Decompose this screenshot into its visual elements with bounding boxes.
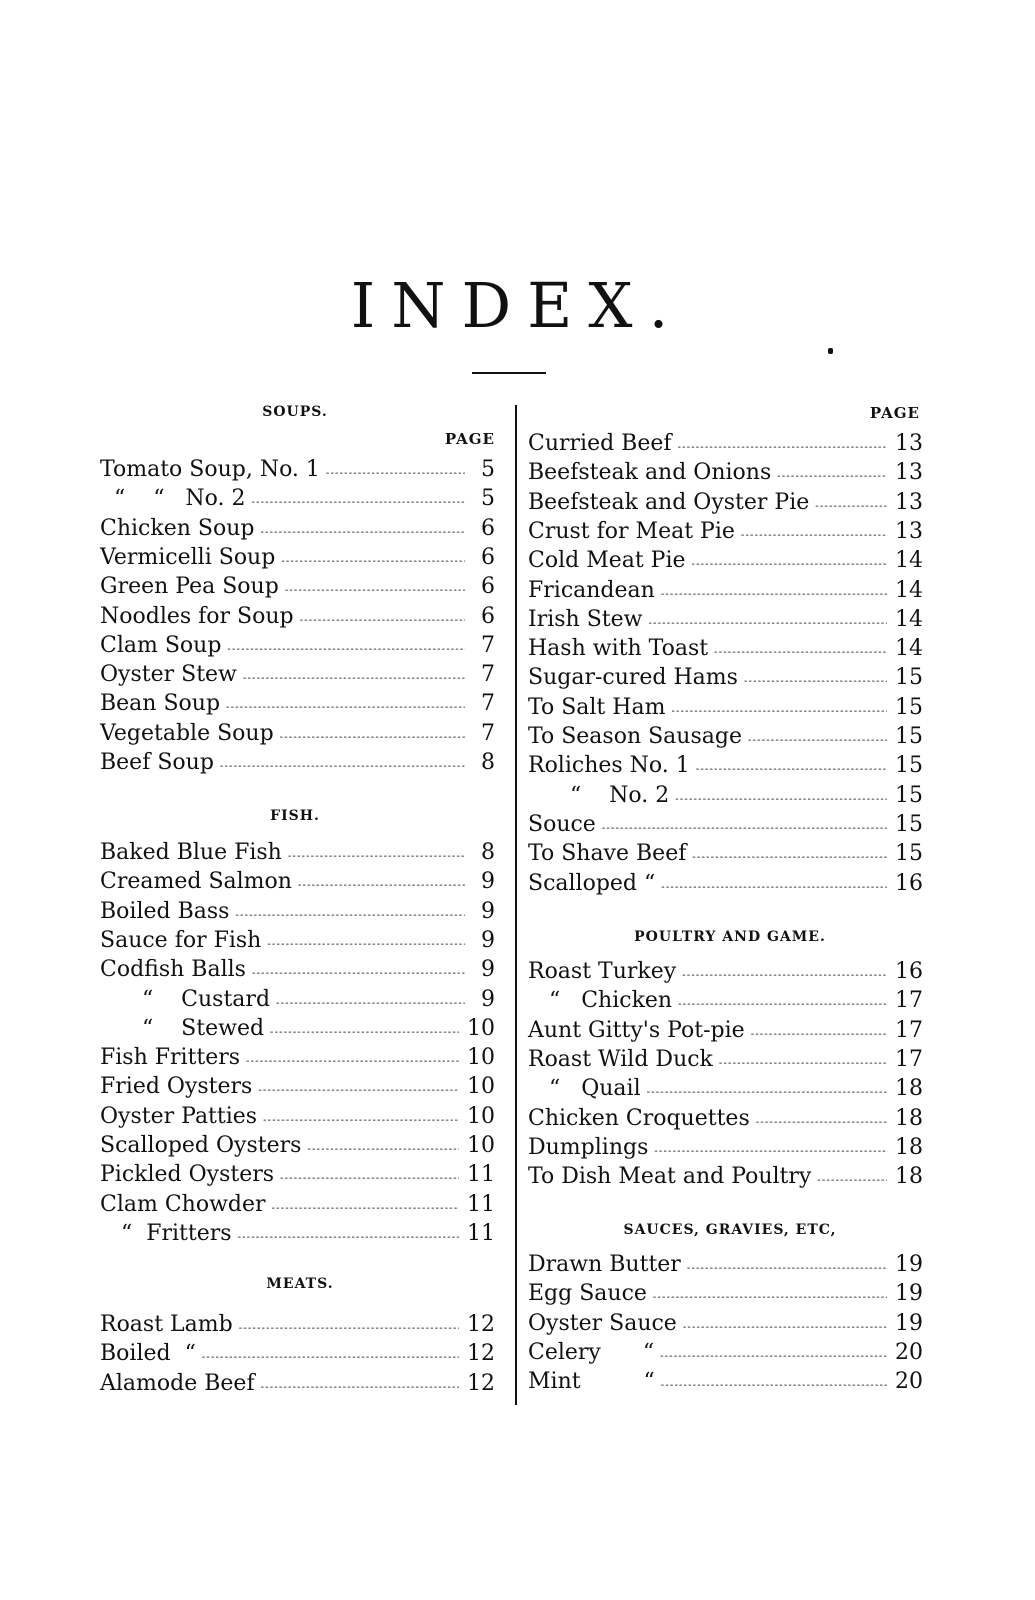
dot-leader — [276, 985, 465, 1014]
entry-page-number: 10 — [467, 1103, 495, 1129]
entry-label: “ Chicken — [528, 988, 673, 1014]
dot-leader — [692, 546, 887, 575]
entry-page-number: 12 — [467, 1370, 495, 1396]
page-title: INDEX. — [350, 269, 685, 342]
index-entry — [528, 1309, 923, 1338]
entry-label: Vermicelli Soup — [100, 544, 276, 570]
index-entry — [528, 722, 923, 751]
dot-leader — [719, 1045, 887, 1074]
title-rule — [472, 372, 546, 374]
dot-leader — [683, 1309, 887, 1338]
dot-leader — [238, 1219, 459, 1248]
entry-label: Pickled Oysters — [100, 1162, 275, 1188]
index-entry — [528, 693, 923, 722]
index-entry — [100, 572, 495, 601]
entry-label: “ Quail — [528, 1076, 641, 1102]
entry-page-number: 19 — [895, 1281, 923, 1307]
entry-page-number: 20 — [895, 1339, 923, 1365]
dot-leader — [220, 748, 465, 777]
dot-leader — [661, 1367, 887, 1396]
entry-page-number: 16 — [895, 959, 923, 984]
index-entry — [100, 985, 495, 1014]
entry-label: “ No. 2 — [528, 782, 670, 808]
dot-leader — [298, 867, 465, 896]
index-entry — [100, 1160, 495, 1189]
entry-page-number: 15 — [895, 841, 923, 867]
entry-label: Vegetable Soup — [100, 720, 274, 746]
section-heading: SOUPS. — [262, 404, 328, 420]
index-entry — [100, 748, 495, 777]
entry-label: Chicken Croquettes — [528, 1105, 750, 1131]
entry-label: To Shave Beef — [528, 841, 687, 867]
dot-leader — [227, 631, 465, 660]
dot-leader — [307, 1131, 459, 1160]
dot-leader — [661, 869, 887, 898]
index-entry — [100, 1072, 495, 1101]
index-entry — [100, 484, 495, 513]
entry-page-number: 7 — [481, 691, 495, 717]
entry-label: Egg Sauce — [528, 1281, 647, 1307]
entry-page-number: 18 — [895, 1076, 923, 1102]
entry-label: Drawn Butter — [528, 1252, 681, 1277]
index-entry — [528, 781, 923, 810]
entry-label: Oyster Sauce — [528, 1310, 677, 1336]
entry-page-number: 15 — [895, 782, 923, 808]
entry-label: “ Stewed — [100, 1015, 265, 1041]
entry-page-number: 17 — [895, 1046, 923, 1072]
dot-leader — [692, 839, 887, 868]
index-entry — [528, 605, 923, 634]
entry-label: Oyster Patties — [100, 1103, 258, 1129]
entry-label: To Dish Meat and Poultry — [528, 1164, 812, 1190]
index-entry — [100, 838, 495, 867]
index-entry — [528, 1367, 923, 1396]
index-entry — [100, 1310, 495, 1339]
entry-label: Beef Soup — [100, 750, 214, 775]
entry-page-number: 10 — [467, 1045, 495, 1071]
index-entry — [528, 1338, 923, 1367]
entry-page-number: 7 — [481, 662, 495, 688]
index-entry — [100, 602, 495, 631]
entry-page-number: 6 — [481, 574, 495, 600]
dot-leader — [748, 722, 887, 751]
entry-page-number: 11 — [467, 1220, 495, 1246]
entry-label: Scalloped Oysters — [100, 1133, 302, 1158]
entry-page-number: 18 — [895, 1164, 923, 1190]
entry-label: Beefsteak and Onions — [528, 460, 772, 486]
entry-page-number: 9 — [481, 927, 495, 953]
entry-label: Codfish Balls — [100, 957, 246, 983]
dot-leader — [647, 1074, 887, 1103]
dot-leader — [817, 1162, 887, 1191]
dot-leader — [288, 838, 465, 867]
index-entry — [100, 1219, 495, 1248]
entry-page-number: 9 — [481, 957, 495, 983]
entry-page-number: 8 — [481, 840, 495, 865]
entry-label: Crust for Meat Pie — [528, 518, 735, 544]
index-entry — [100, 455, 495, 484]
section-heading: POULTRY AND GAME. — [634, 929, 826, 945]
entry-label: Chicken Soup — [100, 515, 255, 541]
dot-leader — [261, 1369, 459, 1398]
entry-label: Baked Blue Fish — [100, 840, 282, 865]
dot-leader — [285, 572, 465, 601]
entry-page-number: 5 — [481, 457, 495, 482]
entry-page-number: 17 — [895, 988, 923, 1014]
entry-label: Boiled Bass — [100, 898, 230, 924]
index-entry — [100, 543, 495, 572]
entry-page-number: 8 — [481, 750, 495, 775]
entry-label: Creamed Salmon — [100, 869, 292, 895]
entry-page-number: 15 — [895, 694, 923, 720]
index-entry — [528, 1279, 923, 1308]
entry-page-number: 9 — [481, 986, 495, 1012]
entry-page-number: 18 — [895, 1134, 923, 1160]
index-entry — [528, 957, 923, 986]
page-column-header: PAGE — [869, 404, 920, 422]
index-entry — [100, 1014, 495, 1043]
index-entry — [528, 1133, 923, 1162]
entry-page-number: 15 — [895, 811, 923, 837]
index-entry — [528, 1104, 923, 1133]
index-entry — [100, 926, 495, 955]
dot-leader — [281, 543, 465, 572]
dot-leader — [602, 810, 887, 839]
entry-label: To Season Sausage — [528, 724, 742, 749]
index-entry — [528, 1045, 923, 1074]
entry-page-number: 14 — [895, 548, 923, 574]
entry-page-number: 14 — [895, 606, 923, 632]
dot-leader — [246, 1043, 459, 1072]
index-entry — [100, 1369, 495, 1398]
index-entry — [100, 955, 495, 984]
entry-label: Sauce for Fish — [100, 927, 262, 953]
entry-page-number: 6 — [481, 515, 495, 541]
entry-page-number: 14 — [895, 636, 923, 662]
entry-page-number: 7 — [481, 632, 495, 658]
index-entry — [528, 986, 923, 1015]
dot-leader — [252, 955, 465, 984]
entry-page-number: 13 — [895, 431, 923, 456]
dot-leader — [815, 488, 887, 517]
dot-leader — [660, 1338, 887, 1367]
print-speck — [828, 348, 833, 354]
index-entry — [528, 429, 923, 458]
dot-leader — [678, 429, 887, 458]
entry-label: “ “ No. 2 — [100, 486, 246, 512]
entry-label: Fricandean — [528, 577, 655, 603]
entry-label: Roliches No. 1 — [528, 753, 690, 779]
dot-leader — [239, 1310, 459, 1339]
entry-page-number: 10 — [467, 1074, 495, 1100]
index-entry — [528, 663, 923, 692]
entry-page-number: 12 — [467, 1312, 495, 1337]
index-entry — [100, 660, 495, 689]
section-heading: FISH. — [270, 808, 320, 824]
page-column-header: PAGE — [444, 430, 495, 448]
index-entry — [528, 517, 923, 546]
entry-label: Boiled “ — [100, 1341, 196, 1367]
dot-leader — [260, 514, 465, 543]
index-entry — [528, 751, 923, 780]
index-entry — [100, 631, 495, 660]
entry-page-number: 13 — [895, 460, 923, 486]
dot-leader — [741, 517, 887, 546]
entry-label: To Salt Ham — [528, 694, 666, 720]
dot-leader — [267, 926, 465, 955]
index-entry — [528, 839, 923, 868]
index-entry — [528, 1016, 923, 1045]
entry-label: Souce — [528, 811, 596, 837]
index-entry — [100, 514, 495, 543]
dot-leader — [280, 719, 465, 748]
dot-leader — [270, 1014, 459, 1043]
entry-page-number: 5 — [481, 486, 495, 512]
index-entry — [100, 1102, 495, 1131]
entry-page-number: 9 — [481, 898, 495, 924]
index-entry — [100, 1339, 495, 1368]
entry-label: Green Pea Soup — [100, 574, 279, 600]
dot-leader — [696, 751, 887, 780]
entry-label: Noodles for Soup — [100, 603, 294, 629]
entry-page-number: 9 — [481, 869, 495, 895]
index-entry — [528, 488, 923, 517]
entry-label: Scalloped “ — [528, 870, 656, 896]
entry-page-number: 18 — [895, 1105, 923, 1131]
dot-leader — [682, 957, 887, 986]
dot-leader — [258, 1072, 459, 1101]
entry-page-number: 6 — [481, 544, 495, 570]
entry-label: Tomato Soup, No. 1 — [100, 457, 320, 482]
index-entry — [528, 1250, 923, 1279]
section-heading: MEATS. — [266, 1276, 334, 1292]
entry-page-number: 10 — [467, 1015, 495, 1041]
entry-label: Curried Beef — [528, 431, 672, 456]
dot-leader — [675, 781, 887, 810]
dot-leader — [777, 458, 887, 487]
index-entry — [528, 810, 923, 839]
dot-leader — [280, 1160, 459, 1189]
entry-label: Roast Lamb — [100, 1312, 233, 1337]
dot-leader — [661, 576, 887, 605]
index-entry — [528, 546, 923, 575]
entry-label: Clam Chowder — [100, 1191, 266, 1217]
dot-leader — [300, 602, 465, 631]
entry-label: Fish Fritters — [100, 1045, 241, 1071]
dot-leader — [648, 605, 887, 634]
dot-leader — [272, 1190, 459, 1219]
entry-page-number: 19 — [895, 1310, 923, 1336]
entry-label: Alamode Beef — [100, 1370, 255, 1396]
index-entry — [100, 719, 495, 748]
entry-page-number: 15 — [895, 724, 923, 749]
entry-label: Oyster Stew — [100, 662, 237, 688]
dot-leader — [226, 689, 465, 718]
entry-label: Sugar-cured Hams — [528, 665, 738, 691]
entry-label: Beefsteak and Oyster Pie — [528, 489, 810, 515]
entry-page-number: 15 — [895, 753, 923, 779]
entry-label: Roast Turkey — [528, 959, 677, 984]
column-divider — [515, 405, 517, 1405]
dot-leader — [744, 663, 887, 692]
entry-label: Dumplings — [528, 1134, 649, 1160]
dot-leader — [714, 634, 887, 663]
entry-page-number: 13 — [895, 489, 923, 515]
index-entry — [528, 1074, 923, 1103]
index-entry — [100, 897, 495, 926]
entry-page-number: 19 — [895, 1252, 923, 1277]
entry-label: Irish Stew — [528, 606, 643, 632]
entry-label: Celery “ — [528, 1339, 655, 1365]
entry-label: Roast Wild Duck — [528, 1046, 713, 1072]
entry-label: Clam Soup — [100, 632, 222, 658]
dot-leader — [263, 1102, 459, 1131]
section-heading: SAUCES, GRAVIES, ETC, — [623, 1222, 837, 1238]
entry-label: “ Custard — [100, 986, 271, 1012]
entry-label: Hash with Toast — [528, 636, 709, 662]
index-entry — [100, 1043, 495, 1072]
entry-page-number: 16 — [895, 870, 923, 896]
index-entry — [100, 1131, 495, 1160]
dot-leader — [243, 660, 465, 689]
index-entry — [528, 869, 923, 898]
index-entry — [528, 458, 923, 487]
dot-leader — [654, 1133, 887, 1162]
dot-leader — [252, 484, 465, 513]
dot-leader — [751, 1016, 887, 1045]
entry-page-number: 10 — [467, 1133, 495, 1158]
entry-page-number: 14 — [895, 577, 923, 603]
index-entry — [528, 576, 923, 605]
entry-page-number: 11 — [467, 1191, 495, 1217]
index-entry — [100, 1190, 495, 1219]
entry-page-number: 17 — [895, 1017, 923, 1043]
entry-label: Cold Meat Pie — [528, 548, 686, 574]
dot-leader — [326, 455, 465, 484]
entry-page-number: 13 — [895, 518, 923, 544]
entry-label: Aunt Gitty's Pot-pie — [528, 1017, 745, 1043]
index-entry — [100, 867, 495, 896]
entry-label: “ Fritters — [100, 1220, 232, 1246]
entry-label: Fried Oysters — [100, 1074, 253, 1100]
dot-leader — [671, 693, 887, 722]
dot-leader — [678, 986, 887, 1015]
dot-leader — [202, 1339, 459, 1368]
dot-leader — [687, 1250, 887, 1279]
dot-leader — [756, 1104, 887, 1133]
entry-page-number: 12 — [467, 1341, 495, 1367]
index-entry — [528, 634, 923, 663]
entry-page-number: 6 — [481, 603, 495, 629]
entry-page-number: 7 — [481, 720, 495, 746]
index-entry — [528, 1162, 923, 1191]
entry-page-number: 15 — [895, 665, 923, 691]
entry-label: Bean Soup — [100, 691, 221, 717]
entry-page-number: 20 — [895, 1369, 923, 1395]
dot-leader — [653, 1279, 887, 1308]
entry-page-number: 11 — [467, 1162, 495, 1188]
dot-leader — [235, 897, 465, 926]
entry-label: Mint “ — [528, 1369, 655, 1395]
index-entry — [100, 689, 495, 718]
